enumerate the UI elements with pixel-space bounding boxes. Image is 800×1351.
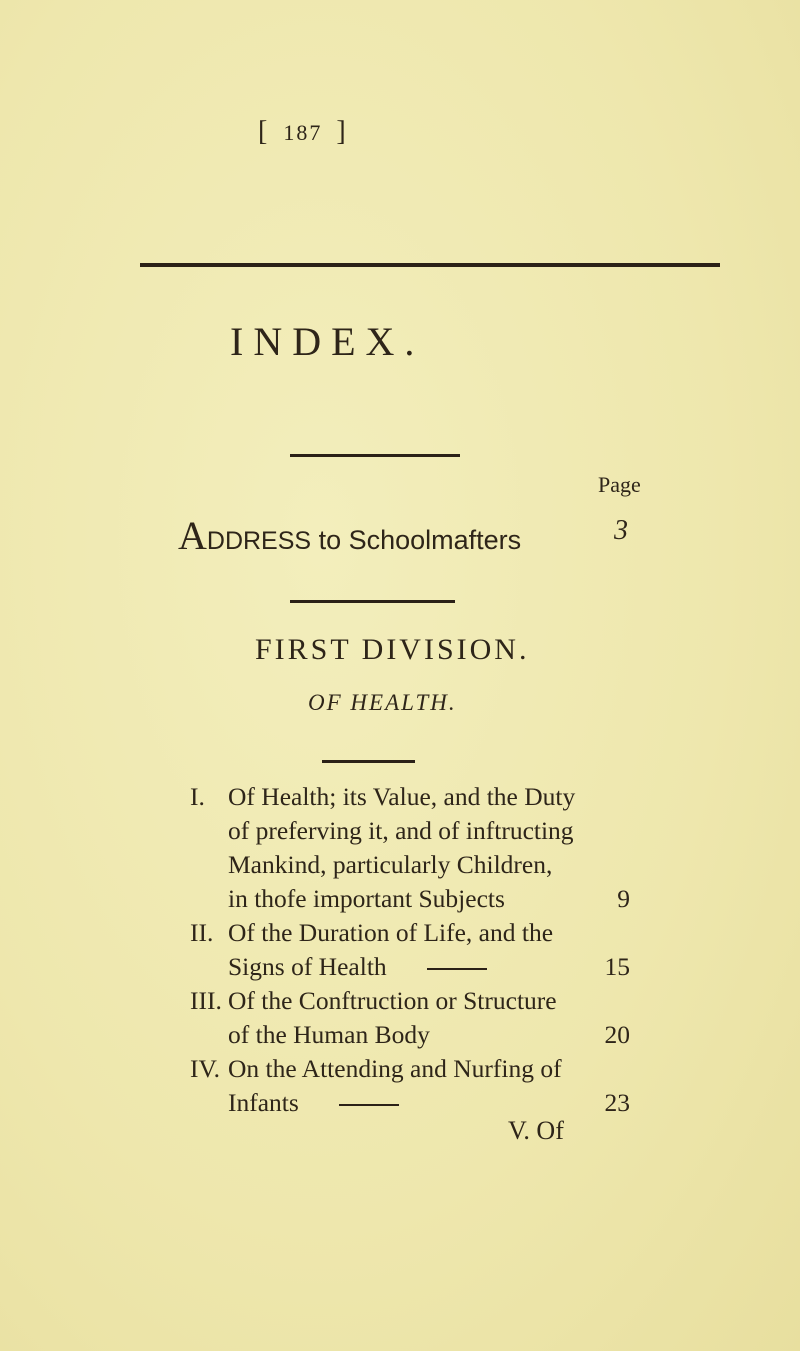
entry-line [190, 814, 630, 848]
address-word: DDRESS [206, 527, 312, 555]
entry-text: Of the Conftruction or Structure [228, 986, 557, 1015]
entry-text: of the Human Body [228, 1020, 430, 1049]
drop-initial: A [178, 513, 207, 558]
subheading: OF HEALTH. [308, 690, 457, 715]
catchword: V. Of [508, 1116, 564, 1145]
entry-numeral: II. [190, 918, 214, 947]
address-tail: to Schoolmafters [311, 525, 522, 555]
entry-page: 23 [604, 1088, 630, 1117]
entry-line [190, 1086, 630, 1120]
entry-page: 20 [604, 1020, 630, 1049]
address-page: 3 [614, 515, 628, 546]
page-number-value: 187 [283, 120, 323, 145]
entry-line [190, 882, 630, 916]
title-rule [290, 454, 460, 457]
entry-text: Of the Duration of Life, and the [228, 918, 554, 947]
page-number: [ 187 ] [258, 116, 348, 147]
entry-text: Signs of Health [228, 952, 387, 981]
entry-numeral: IV. [190, 1054, 220, 1083]
entry-line [190, 984, 630, 1018]
subheading-rule [322, 760, 415, 763]
entry-text: Of Health; its Value, and the Duty [228, 782, 576, 811]
division-heading: FIRST DIVISION. [255, 633, 530, 666]
entry-numeral: III. [190, 986, 222, 1015]
entry-line [190, 916, 630, 950]
entry-page: 9 [617, 884, 630, 913]
entry-numeral: I. [190, 782, 205, 811]
entry-text: On the Attending and Nurfing of [228, 1054, 562, 1083]
entry-text: of preferving it, and of inftructing [228, 816, 574, 845]
entry-text: Mankind, particularly Children, [228, 850, 553, 879]
entry-line [190, 950, 630, 984]
leader-rule [339, 1104, 399, 1106]
address-rule [290, 600, 455, 603]
entry-line [190, 1018, 630, 1052]
index-title: INDEX. [230, 319, 425, 364]
address-entry [178, 512, 521, 559]
entry-text: in thofe important Subjects [228, 884, 505, 913]
entry-line [190, 848, 630, 882]
entry-line [190, 780, 630, 814]
page-column-label: Page [598, 472, 641, 497]
entry-line [190, 1052, 630, 1086]
index-entries [190, 780, 630, 1120]
leader-rule [427, 968, 487, 970]
entry-text: Infants [228, 1088, 299, 1117]
header-rule [140, 263, 720, 267]
entry-page: 15 [604, 952, 630, 981]
